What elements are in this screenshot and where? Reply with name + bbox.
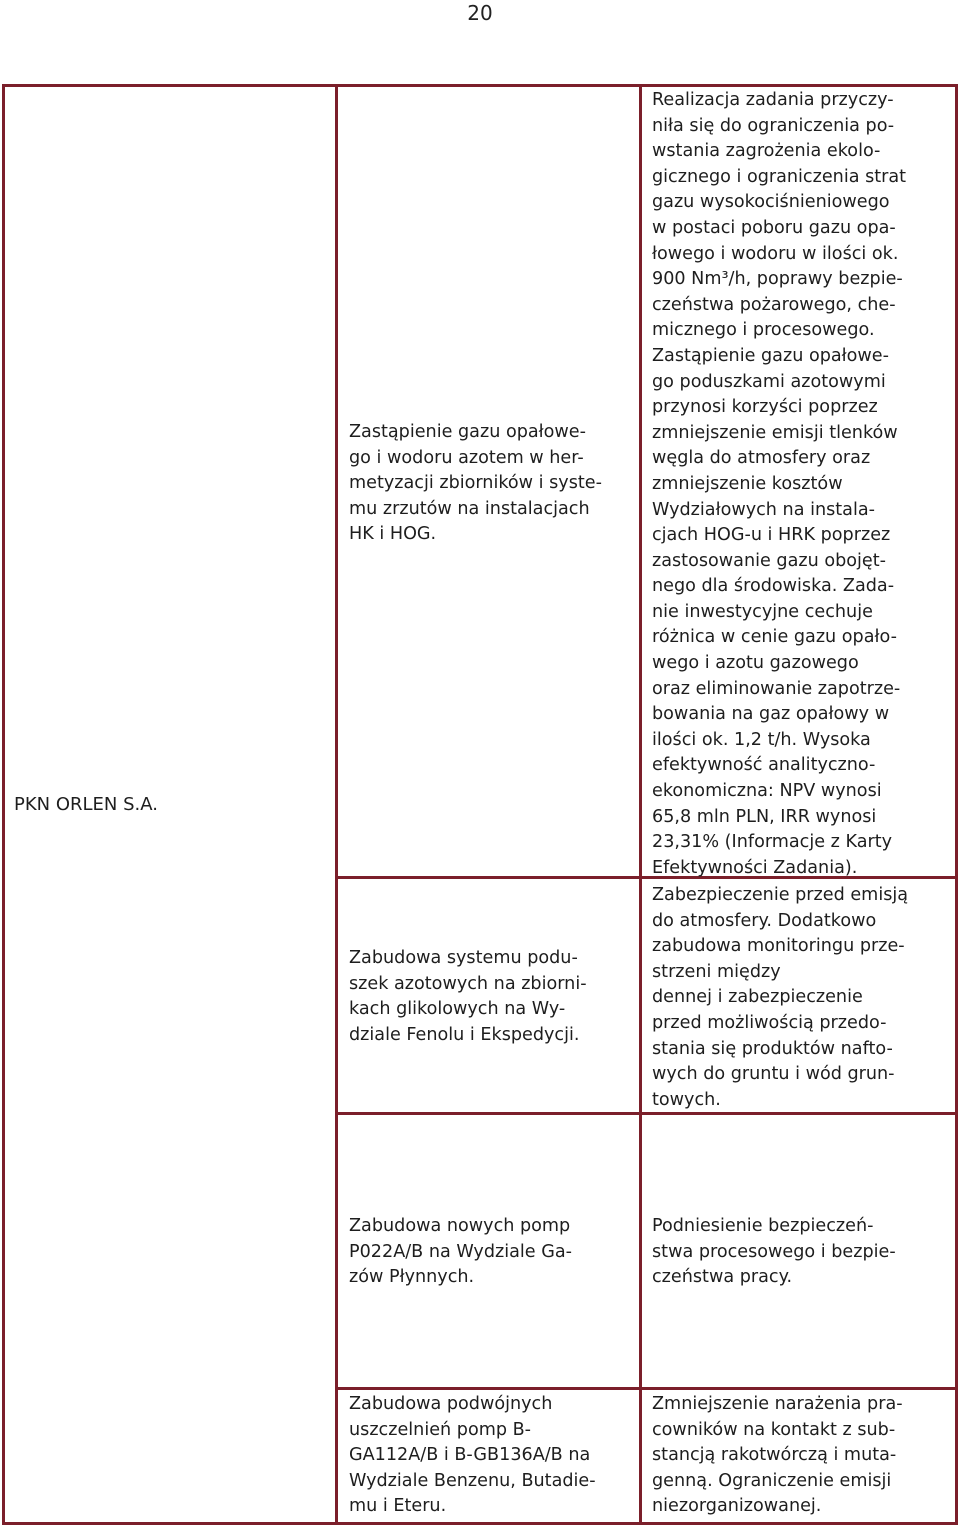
effect-line: Realizacja zadania przyczy-	[652, 90, 894, 110]
task-line: HK i HOG.	[349, 524, 437, 545]
effect-line: gicznego i ograniczenia strat	[652, 166, 907, 187]
effect-line: strzeni między	[652, 961, 781, 982]
effect-line: niła się do ograniczenia po-	[652, 115, 895, 136]
effect-line: wstania zagrożenia ekolo-	[652, 141, 881, 162]
task-line: P022A/B na Wydziale Ga-	[349, 1241, 572, 1262]
effect-line: niezorganizowanej.	[652, 1496, 822, 1517]
effect-line: w postaci poboru gazu opa-	[652, 217, 896, 238]
effect-line: zmniejszenie emisji tlenków	[652, 422, 898, 443]
effect-line: 23,31% (Informacje z Karty	[652, 832, 893, 853]
effect-line: go poduszkami azotowymi	[652, 371, 886, 392]
task-line: Zabudowa nowych pomp	[349, 1216, 571, 1236]
task-line: Zastąpienie gazu opałowe-	[349, 422, 586, 442]
page-number: 20	[467, 1, 493, 25]
effect-line: Zastąpienie gazu opałowe-	[652, 345, 889, 366]
task-line: zów Płynnych.	[349, 1267, 475, 1288]
effect-line: zastosowanie gazu obojęt-	[652, 550, 886, 571]
effect-line: ilości ok. 1,2 t/h. Wysoka	[652, 729, 871, 750]
task-line: go i wodoru azotem w her-	[349, 447, 584, 468]
effect-line: Zabezpieczenie przed emisją	[652, 885, 909, 905]
effect-line: przynosi korzyści poprzez	[652, 397, 878, 418]
task-line: mu i Eteru.	[349, 1496, 447, 1517]
table-border-left	[2, 84, 5, 1525]
effect-line: stancją rakotwórczą i muta-	[652, 1445, 897, 1466]
effect-line: bowania na gaz opałowy w	[652, 704, 890, 725]
effect-line: nie inwestycyjne cechuje	[652, 601, 873, 622]
effect-line: różnica w cenie gazu opało-	[652, 627, 897, 648]
effect-line: Efektywności Zadania).	[652, 857, 858, 878]
task-line: dziale Fenolu i Ekspedycji.	[349, 1024, 580, 1045]
effect-line: ekonomiczna: NPV wynosi	[652, 781, 882, 802]
effect-line: łowego i wodoru w ilości ok.	[652, 243, 899, 264]
effect-line: do atmosfery. Dodatkowo	[652, 910, 877, 931]
effect-cell-3	[652, 1214, 896, 1291]
task-line: metyzacji zbiorników i syste-	[349, 473, 602, 494]
effect-line: cjach HOG-u i HRK poprzez	[652, 525, 891, 546]
effect-line: 900 Nm³/h, poprawy bezpie-	[652, 269, 903, 290]
task-line: GA112A/B i B-GB136A/B na	[349, 1445, 591, 1466]
task-line: kach glikolowych na Wy-	[349, 999, 566, 1020]
effect-line: zmniejszenie kosztów	[652, 473, 843, 494]
effect-line: przed możliwością przedo-	[652, 1012, 887, 1033]
effect-line: stania się produktów nafto-	[652, 1038, 893, 1059]
row-divider-3	[335, 1387, 958, 1390]
column-divider-2	[639, 84, 642, 1525]
task-line: Zabudowa podwójnych	[349, 1394, 553, 1414]
task-line: szek azotowych na zbiorni-	[349, 973, 587, 994]
effect-cell-2	[652, 883, 908, 1113]
effect-line: towych.	[652, 1089, 721, 1110]
table-border-top	[2, 84, 958, 87]
effect-line: zabudowa monitoringu prze-	[652, 936, 905, 957]
task-line: Zabudowa systemu podu-	[349, 948, 578, 968]
task-cell-2	[349, 946, 587, 1048]
effect-line: czeństwa pracy.	[652, 1267, 793, 1288]
effect-line: wego i azotu gazowego	[652, 653, 859, 674]
effect-line: Zmniejszenie narażenia pra-	[652, 1394, 903, 1414]
table-border-right	[955, 84, 958, 1525]
column-divider-1	[335, 84, 338, 1525]
effect-line: nego dla środowiska. Zada-	[652, 576, 895, 597]
effect-line: efektywność analityczno-	[652, 755, 876, 776]
task-cell-4	[349, 1392, 596, 1520]
effect-line: stwa procesowego i bezpie-	[652, 1241, 896, 1262]
task-cell-3	[349, 1214, 572, 1291]
effect-cell-1	[652, 88, 906, 881]
effect-cell-4	[652, 1392, 903, 1520]
effect-line: dennej i zabezpieczenie	[652, 987, 863, 1008]
effect-line: Podniesienie bezpieczeń-	[652, 1216, 874, 1236]
task-line: uszczelnień pomp B-	[349, 1419, 532, 1440]
effect-line: genną. Ograniczenie emisji	[652, 1470, 892, 1491]
task-cell-1	[349, 420, 602, 548]
effect-line: wych do gruntu i wód grun-	[652, 1064, 895, 1085]
effect-line: gazu wysokociśnieniowego	[652, 192, 890, 213]
effect-line: czeństwa pożarowego, che-	[652, 294, 896, 315]
company-name: PKN ORLEN S.A.	[14, 794, 158, 815]
effect-line: węgla do atmosfery oraz	[652, 448, 871, 469]
effect-line: oraz eliminowanie zapotrze-	[652, 678, 901, 699]
task-line: Wydziale Benzenu, Butadie-	[349, 1470, 596, 1491]
task-line: mu zrzutów na instalacjach	[349, 498, 590, 519]
effect-line: micznego i procesowego.	[652, 320, 875, 341]
table-border-bottom	[2, 1522, 958, 1525]
effect-line: 65,8 mln PLN, IRR wynosi	[652, 806, 877, 827]
effect-line: Wydziałowych na instala-	[652, 499, 875, 520]
effect-line: cowników na kontakt z sub-	[652, 1419, 896, 1440]
